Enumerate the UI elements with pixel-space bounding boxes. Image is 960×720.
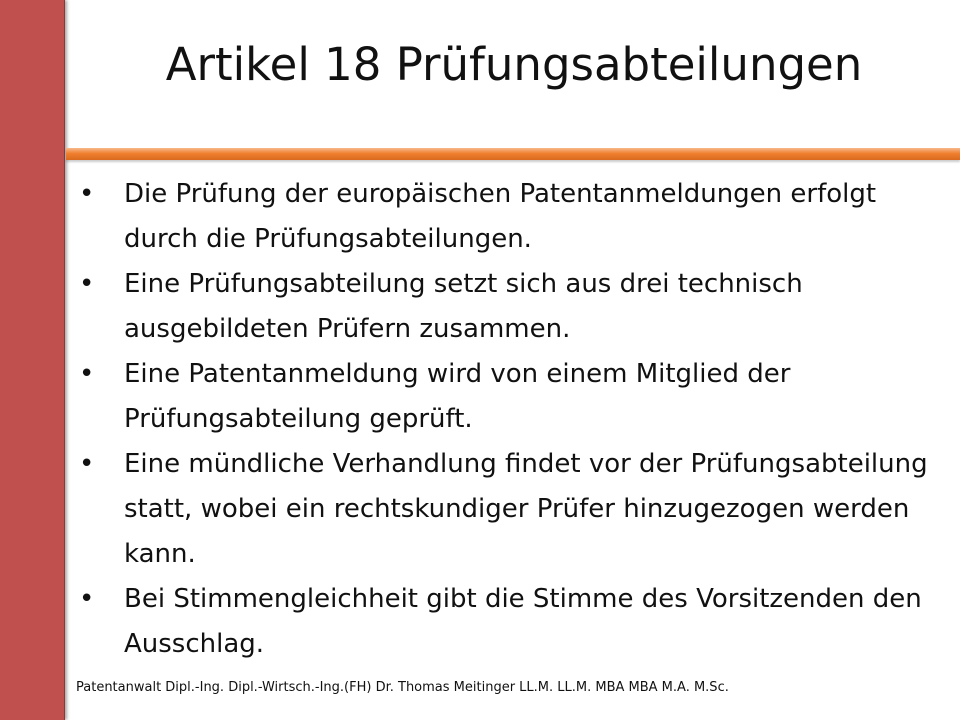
bullet-text: Eine Prüfungsabteilung setzt sich aus drei technisch ausgebildeten Prüfern zusammen. [124, 269, 803, 344]
bullet-marker: • [79, 359, 95, 389]
left-accent-band [0, 0, 65, 720]
bullet-list [76, 172, 946, 667]
bullet-text: Eine mündliche Verhandlung findet vor der Prüfungsabteilung statt, wobei ein rechtskundiger Prüfer hinzugezogen werden kann. [124, 449, 928, 569]
bullet-item [76, 352, 946, 442]
bullet-item [76, 172, 946, 262]
bullet-text: Eine Patentanmeldung wird von einem Mitglied der Prüfungsabteilung geprüft. [124, 359, 791, 434]
bullet-marker: • [79, 179, 95, 209]
bullet-item [76, 577, 946, 667]
bullet-marker: • [79, 449, 95, 479]
bullet-item [76, 442, 946, 577]
slide-footer: Patentanwalt Dipl.-Ing. Dipl.-Wirtsch.-Ing.(FH) Dr. Thomas Meitinger LL.M. LL.M. MBA MBA M.A. M.Sc. [76, 680, 729, 695]
bullet-text: Die Prüfung der europäischen Patentanmeldungen erfolgt durch die Prüfungsabteilungen. [124, 179, 877, 254]
bullet-text: Bei Stimmengleichheit gibt die Stimme des Vorsitzenden den Ausschlag. [124, 584, 922, 659]
bullet-marker: • [79, 269, 95, 299]
slide-title: Artikel 18 Prüfungsabteilungen [165, 38, 863, 91]
bullet-item [76, 262, 946, 352]
title-divider [66, 148, 960, 160]
bullet-marker: • [79, 584, 95, 614]
